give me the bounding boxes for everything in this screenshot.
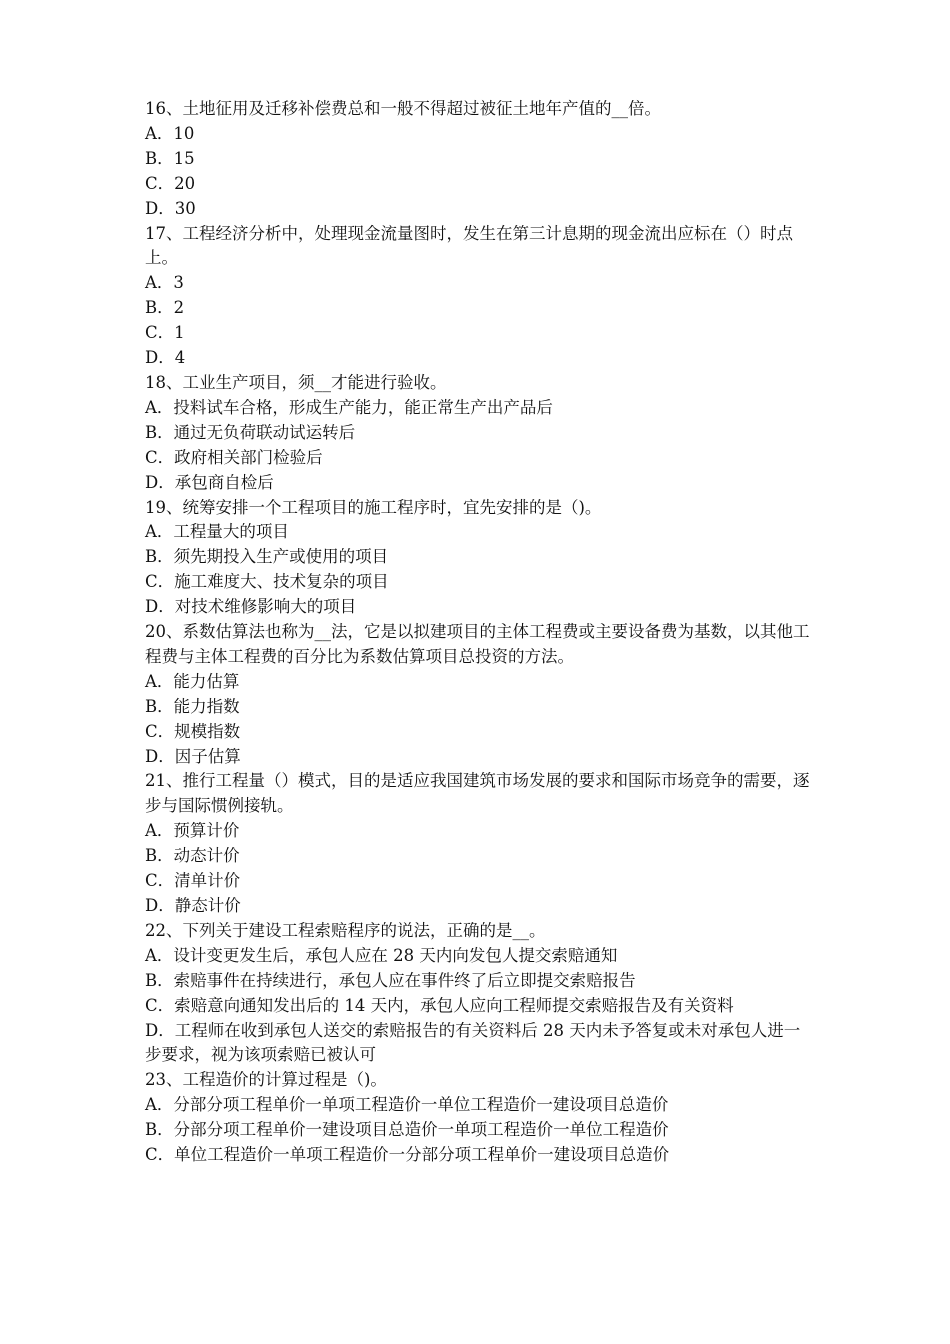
question-stem: 16、土地征用及迁移补偿费总和一般不得超过被征土地年产值的__倍。 — [145, 99, 661, 118]
question-20 — [145, 620, 815, 769]
option-b: B．能力指数 — [145, 696, 240, 716]
question-16 — [145, 97, 815, 222]
question-22 — [145, 919, 815, 1068]
option-a: A．10 — [145, 123, 195, 143]
option-d: D．30 — [145, 198, 196, 218]
question-21 — [145, 769, 815, 918]
option-d: D．4 — [145, 348, 186, 368]
option-c: C．政府相关部门检验后 — [145, 447, 323, 467]
question-stem: 17、工程经济分析中，处理现金流量图时，发生在第三计息期的现金流出应标在（）时点上。 — [145, 223, 793, 268]
option-a: A．设计变更发生后，承包人应在 28 天内向发包人提交索赔通知 — [145, 945, 618, 965]
question-stem: 23、工程造价的计算过程是（)。 — [145, 1070, 387, 1090]
option-b: B．分部分项工程单价一建设项目总造价一单项工程造价一单位工程造价 — [145, 1120, 669, 1140]
option-d: D．因子估算 — [145, 746, 241, 766]
option-d: D．静态计价 — [145, 896, 241, 915]
option-a: A．工程量大的项目 — [145, 522, 289, 542]
question-stem: 21、推行工程量（）模式，目的是适应我国建筑市场发展的要求和国际市场竞争的需要，逐步与国际惯例接轨。 — [145, 771, 810, 816]
option-a: A．3 — [145, 273, 184, 293]
question-stem: 19、统筹安排一个工程项目的施工程序时，宜先安排的是（)。 — [145, 497, 602, 517]
option-a: A．预算计价 — [145, 821, 240, 841]
option-d: D．工程师在收到承包人送交的索赔报告的有关资料后 28 天内未予答复或未对承包人进一步要求，视为该项索赔已被认可 — [145, 1020, 801, 1065]
option-b: B．15 — [145, 148, 195, 168]
question-list — [145, 97, 815, 1168]
option-b: B．须先期投入生产或使用的项目 — [145, 547, 389, 567]
option-a: A．投料试车合格，形成生产能力，能正常生产出产品后 — [145, 397, 553, 417]
option-c: C．单位工程造价一单项工程造价一分部分项工程单价一建设项目总造价 — [145, 1145, 670, 1165]
question-19 — [145, 496, 815, 621]
option-a: A．能力估算 — [145, 671, 240, 691]
question-23 — [145, 1068, 815, 1168]
question-17 — [145, 222, 815, 371]
option-c: C．施工难度大、技术复杂的项目 — [145, 572, 389, 592]
option-d: D．对技术维修影响大的项目 — [145, 597, 357, 617]
question-stem: 18、工业生产项目，须__才能进行验收。 — [145, 372, 447, 392]
option-d: D．承包商自检后 — [145, 472, 274, 492]
option-b: B．动态计价 — [145, 846, 240, 866]
option-b: B．通过无负荷联动试运转后 — [145, 422, 356, 442]
question-18 — [145, 371, 815, 496]
option-b: B．索赔事件在持续进行，承包人应在事件终了后立即提交索赔报告 — [145, 970, 636, 990]
question-stem: 20、系数估算法也称为__法，它是以拟建项目的主体工程费或主要设备费为基数，以其他工程费与主体工程费的百分比为系数估算项目总投资的方法。 — [145, 622, 810, 666]
option-c: C．规模指数 — [145, 721, 241, 741]
option-b: B．2 — [145, 298, 185, 318]
option-c: C．20 — [145, 173, 196, 193]
question-stem: 22、下列关于建设工程索赔程序的说法，正确的是__。 — [145, 920, 546, 940]
option-c: C．清单计价 — [145, 871, 241, 891]
option-a: A．分部分项工程单价一单项工程造价一单位工程造价一建设项目总造价 — [145, 1095, 669, 1115]
option-c: C．索赔意向通知发出后的 14 天内，承包人应向工程师提交索赔报告及有关资料 — [145, 995, 734, 1015]
option-c: C．1 — [145, 323, 185, 343]
